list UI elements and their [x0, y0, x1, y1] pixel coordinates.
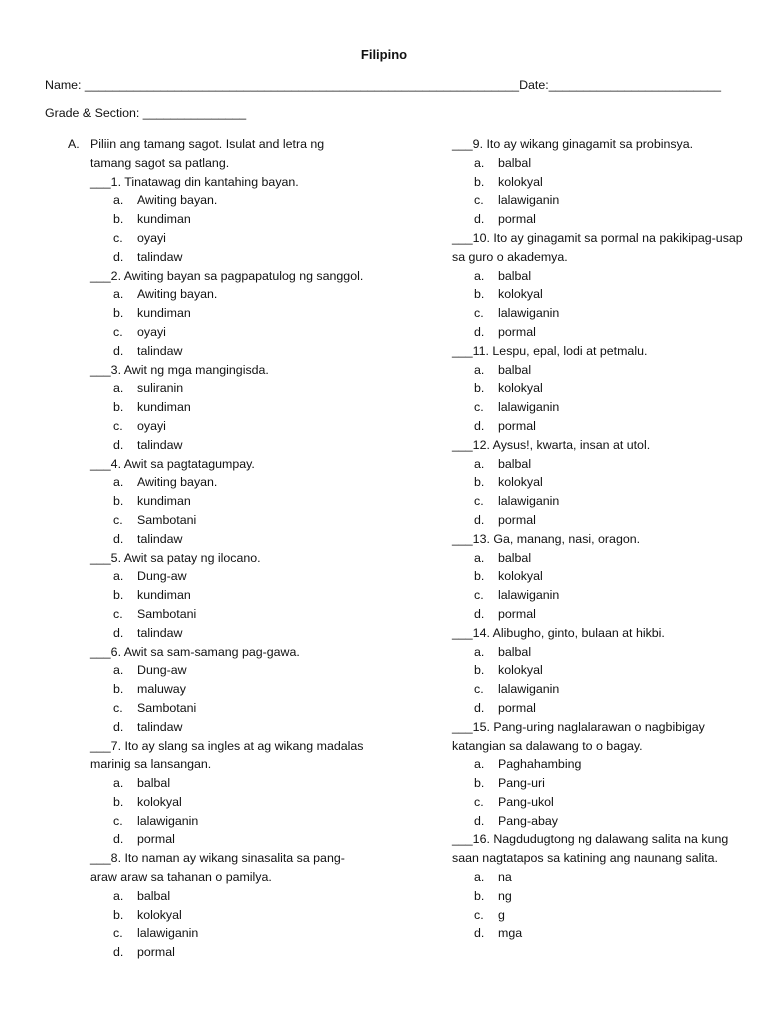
question-block [452, 342, 752, 436]
choice-option [474, 906, 752, 925]
choice-letter: c. [113, 813, 123, 828]
choice-text: pormal [498, 700, 536, 715]
choice-text: lalawiganin [498, 682, 560, 697]
choice-text: balbal [498, 268, 532, 283]
choice-letter: b. [474, 663, 485, 678]
choice-text: suliranin [137, 381, 184, 396]
choice-text: balbal [137, 776, 171, 791]
choice-letter: b. [113, 400, 124, 415]
choice-text: oyayi [137, 230, 166, 245]
choice-text: na [498, 870, 512, 885]
choice-option [474, 868, 752, 887]
choice-option [113, 774, 368, 793]
choice-letter: b. [474, 569, 485, 584]
choice-letter: b. [474, 381, 485, 396]
choice-option [113, 661, 368, 680]
choice-option [474, 774, 752, 793]
choice-letter: b. [474, 776, 485, 791]
choice-text: mga [498, 926, 523, 941]
choice-option [113, 624, 368, 643]
choice-option [474, 191, 752, 210]
choice-text: Awiting bayan. [137, 193, 218, 208]
choice-text: talindaw [137, 531, 183, 546]
choice-text: Pang-ukol [498, 794, 554, 809]
question-block [68, 849, 368, 962]
choice-option [474, 755, 752, 774]
instruction-text: Piliin ang tamang sagot. Isulat and letra ng tamang sagot sa patlang. [90, 137, 325, 170]
choice-letter: c. [113, 700, 123, 715]
choice-option [474, 304, 752, 323]
choice-option [474, 812, 752, 831]
choice-letter: a. [113, 381, 124, 396]
choice-text: kundiman [137, 400, 191, 415]
choice-text: balbal [498, 456, 532, 471]
choice-option [474, 285, 752, 304]
choice-letter: a. [474, 362, 485, 377]
choice-option [474, 455, 752, 474]
question-block [452, 624, 752, 718]
choice-text: Awiting bayan. [137, 475, 218, 490]
choice-option [474, 586, 752, 605]
choice-text: lalawiganin [498, 306, 560, 321]
choice-option [113, 511, 368, 530]
question-text: ___10. Ito ay ginagamit sa pormal na pakikipag-usap sa guro o akademya. [452, 230, 743, 264]
choice-option [113, 680, 368, 699]
choice-text: Awiting bayan. [137, 287, 218, 302]
choice-letter: b. [113, 494, 124, 509]
choice-option [474, 643, 752, 662]
question-text: ___5. Awit sa patay ng ilocano. [90, 550, 261, 565]
choice-text: pormal [137, 832, 175, 847]
choice-letter: d. [113, 719, 124, 734]
choice-letter: d. [113, 945, 124, 960]
choice-text: Paghahambing [498, 757, 582, 772]
choice-option [113, 248, 368, 267]
question-text: ___6. Awit sa sam-samang pag-gawa. [90, 644, 300, 659]
choice-letter: c. [113, 926, 123, 941]
choice-text: ng [498, 888, 512, 903]
left-question-list [68, 173, 368, 962]
choice-letter: b. [474, 174, 485, 189]
choice-option [474, 680, 752, 699]
choice-text: kolokyal [498, 663, 543, 678]
choice-option [113, 473, 368, 492]
choice-text: talindaw [137, 343, 183, 358]
choice-option [474, 267, 752, 286]
choice-option [113, 191, 368, 210]
question-text: ___3. Awit ng mga mangingisda. [90, 362, 269, 377]
choice-option [474, 605, 752, 624]
question-text: ___16. Nagdudugtong ng dalawang salita na kung saan nagtatapos sa katining ang naunang salita. [452, 832, 729, 866]
choice-option [113, 379, 368, 398]
question-text: ___9. Ito ay wikang ginagamit sa probinsya. [452, 137, 694, 151]
choice-letter: b. [113, 306, 124, 321]
choice-letter: a. [113, 287, 124, 302]
choice-letter: d. [474, 324, 485, 339]
choice-letter: d. [474, 212, 485, 227]
choice-text: talindaw [137, 719, 183, 734]
choice-option [113, 924, 368, 943]
right-column [452, 135, 752, 943]
choice-option [474, 417, 752, 436]
choice-option [113, 567, 368, 586]
choice-letter: c. [113, 324, 123, 339]
question-text: ___13. Ga, manang, nasi, oragon. [452, 531, 641, 546]
choice-option [113, 342, 368, 361]
choice-text: maluway [137, 682, 186, 697]
instruction-marker: A. [68, 137, 80, 151]
choice-letter: d. [474, 700, 485, 715]
choice-letter: a. [474, 870, 485, 885]
choice-text: balbal [137, 888, 171, 903]
choice-text: balbal [498, 644, 532, 659]
choice-letter: a. [474, 155, 485, 170]
choice-letter: c. [474, 588, 484, 603]
choice-option [474, 154, 752, 173]
choice-text: balbal [498, 155, 532, 170]
choice-letter: d. [474, 813, 485, 828]
question-block [452, 830, 752, 943]
choice-text: lalawiganin [498, 400, 560, 415]
choice-text: kolokyal [498, 287, 543, 302]
choice-option [474, 361, 752, 380]
choice-option [113, 906, 368, 925]
choice-letter: a. [113, 776, 124, 791]
choice-letter: b. [474, 475, 485, 490]
choice-letter: c. [474, 193, 484, 208]
choice-option [113, 323, 368, 342]
choice-letter: b. [113, 794, 124, 809]
choice-option [474, 511, 752, 530]
question-text: ___12. Aysus!, kwarta, insan at utol. [452, 437, 651, 452]
choice-text: lalawiganin [137, 813, 199, 828]
choice-text: kolokyal [498, 475, 543, 490]
question-text: ___15. Pang-uring naglalarawan o nagbibigay katangian sa dalawang to o bagay. [452, 719, 705, 753]
choice-letter: d. [113, 343, 124, 358]
choice-letter: d. [113, 832, 124, 847]
choice-option [474, 379, 752, 398]
name-date-line: Name: _______________________________________________________________Date:_________________________ [45, 78, 721, 92]
question-block [68, 267, 368, 361]
choice-letter: a. [113, 663, 124, 678]
choice-option [113, 605, 368, 624]
choice-text: pormal [498, 606, 536, 621]
choice-text: kolokyal [498, 569, 543, 584]
choice-option [474, 924, 752, 943]
choice-text: talindaw [137, 625, 183, 640]
choice-text: kolokyal [137, 907, 182, 922]
choice-option [474, 210, 752, 229]
question-block [452, 530, 752, 624]
choice-text: kundiman [137, 588, 191, 603]
choice-letter: a. [474, 268, 485, 283]
question-text: ___4. Awit sa pagtatagumpay. [90, 456, 255, 471]
choice-letter: d. [113, 531, 124, 546]
choice-option [113, 436, 368, 455]
question-block [452, 436, 752, 530]
choice-text: kundiman [137, 306, 191, 321]
choice-option [474, 567, 752, 586]
question-text: ___1. Tinatawag din kantahing bayan. [90, 174, 299, 189]
choice-text: oyayi [137, 418, 166, 433]
choice-option [113, 887, 368, 906]
choice-option [474, 699, 752, 718]
choice-letter: c. [474, 494, 484, 509]
choice-letter: b. [474, 888, 485, 903]
choice-option [113, 812, 368, 831]
choice-letter: c. [113, 512, 123, 527]
choice-option [113, 285, 368, 304]
choice-text: balbal [498, 362, 532, 377]
choice-text: oyayi [137, 324, 166, 339]
question-text: ___7. Ito ay slang sa ingles at ag wikang madalas marinig sa lansangan. [90, 738, 364, 772]
right-question-list [452, 135, 752, 943]
question-block [452, 229, 752, 342]
choice-option [113, 943, 368, 962]
choice-letter: a. [113, 888, 124, 903]
choice-option [113, 210, 368, 229]
choice-option [113, 699, 368, 718]
question-block [68, 173, 368, 267]
choice-letter: c. [474, 306, 484, 321]
choice-letter: b. [113, 682, 124, 697]
choice-letter: c. [113, 606, 123, 621]
choice-text: pormal [498, 324, 536, 339]
choice-option [113, 229, 368, 248]
instruction [68, 135, 368, 173]
choice-letter: b. [113, 907, 124, 922]
choice-letter: a. [113, 569, 124, 584]
choice-letter: c. [474, 794, 484, 809]
choice-option [474, 549, 752, 568]
choice-option [113, 830, 368, 849]
grade-section-line: Grade & Section: _______________ [45, 106, 247, 120]
choice-text: kolokyal [498, 381, 543, 396]
choice-text: kolokyal [137, 794, 182, 809]
question-block [68, 361, 368, 455]
choice-text: talindaw [137, 249, 183, 264]
question-block [452, 718, 752, 831]
question-block [68, 549, 368, 643]
choice-text: kundiman [137, 212, 191, 227]
choice-letter: c. [474, 682, 484, 697]
choice-text: lalawiganin [137, 926, 199, 941]
choice-text: pormal [498, 512, 536, 527]
choice-text: pormal [137, 945, 175, 960]
choice-letter: c. [113, 230, 123, 245]
choice-option [474, 661, 752, 680]
choice-option [113, 304, 368, 323]
choice-text: lalawiganin [498, 193, 560, 208]
question-block [68, 455, 368, 549]
choice-letter: b. [474, 287, 485, 302]
choice-letter: c. [474, 400, 484, 415]
choice-option [113, 398, 368, 417]
choice-text: Dung-aw [137, 569, 187, 584]
choice-option [474, 887, 752, 906]
choice-letter: b. [113, 212, 124, 227]
choice-letter: a. [113, 475, 124, 490]
choice-letter: a. [474, 550, 485, 565]
choice-letter: a. [113, 193, 124, 208]
choice-letter: d. [474, 512, 485, 527]
question-text: ___2. Awiting bayan sa pagpapatulog ng sanggol. [90, 268, 364, 283]
choice-letter: a. [474, 456, 485, 471]
choice-text: Pang-abay [498, 813, 558, 828]
question-text: ___11. Lespu, epal, lodi at petmalu. [452, 343, 648, 358]
choice-option [113, 417, 368, 436]
choice-text: lalawiganin [498, 494, 560, 509]
choice-text: Dung-aw [137, 663, 187, 678]
question-block [68, 737, 368, 850]
choice-text: Sambotani [137, 512, 197, 527]
choice-option [113, 586, 368, 605]
choice-letter: d. [113, 437, 124, 452]
choice-option [113, 530, 368, 549]
choice-letter: d. [474, 418, 485, 433]
choice-text: Pang-uri [498, 776, 545, 791]
choice-option [474, 323, 752, 342]
choice-option [113, 492, 368, 511]
page-title: Filipino [360, 47, 408, 62]
question-text: ___8. Ito naman ay wikang sinasalita sa pang-araw araw sa tahanan o pamilya. [90, 851, 345, 885]
choice-option [113, 793, 368, 812]
choice-letter: c. [474, 907, 484, 922]
choice-text: kundiman [137, 494, 191, 509]
choice-letter: c. [113, 418, 123, 433]
choice-text: pormal [498, 418, 536, 433]
choice-text: g [498, 907, 505, 922]
question-block [452, 135, 752, 229]
choice-letter: a. [474, 644, 485, 659]
choice-option [474, 793, 752, 812]
left-column [68, 135, 368, 962]
choice-text: balbal [498, 550, 532, 565]
choice-option [113, 718, 368, 737]
choice-text: Sambotani [137, 606, 197, 621]
choice-letter: d. [474, 926, 485, 941]
choice-text: pormal [498, 212, 536, 227]
choice-text: kolokyal [498, 174, 543, 189]
choice-option [474, 398, 752, 417]
question-block [68, 643, 368, 737]
choice-option [474, 492, 752, 511]
choice-option [474, 173, 752, 192]
choice-option [474, 473, 752, 492]
choice-letter: d. [113, 625, 124, 640]
choice-text: lalawiganin [498, 588, 560, 603]
choice-text: Sambotani [137, 700, 197, 715]
choice-letter: b. [113, 588, 124, 603]
choice-letter: d. [113, 249, 124, 264]
choice-letter: d. [474, 606, 485, 621]
question-text: ___14. Alibugho, ginto, bulaan at hikbi. [452, 625, 665, 640]
choice-text: talindaw [137, 437, 183, 452]
choice-letter: a. [474, 757, 485, 772]
